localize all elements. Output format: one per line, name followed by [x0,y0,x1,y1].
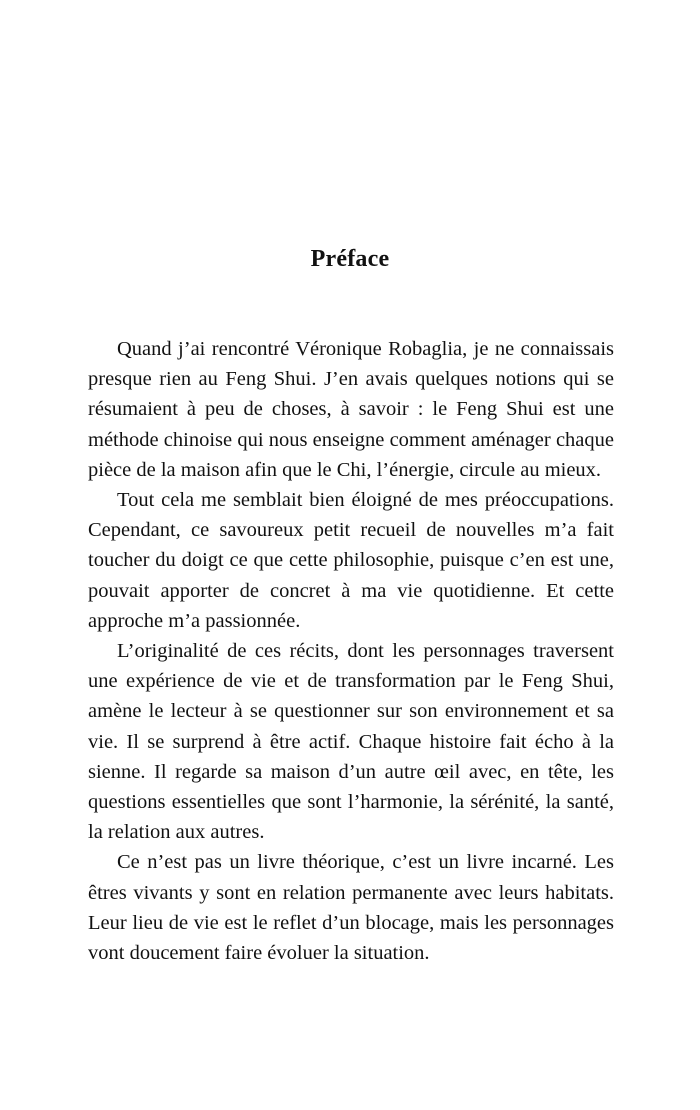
paragraph-3: L’originalité de ces récits, dont les personnages traversent une expérience de vie et de transformation par le Feng Shui, amène le lecteur à se questionner sur son environnement et sa vie. Il se surprend à être actif. Chaque histoire fait écho à la sienne. Il regarde sa maison d’un autre œil avec, en tête, les questions essentielles que sont l’harmonie, la sérénité, la santé, la relation aux autres. [88,640,614,844]
page-title: Préface [310,246,390,273]
preface-body [88,334,614,968]
paragraph-1: Quand j’ai rencontré Véronique Robaglia, je ne connaissais presque rien au Feng Shui. J’en avais quelques notions qui se résumaient à peu de choses, à savoir : le Feng Shui est une méthode chinoise qui nous enseigne comment aménager chaque pièce de la maison afin que le Chi, l’énergie, circule au mieux. [88,338,614,481]
paragraph-2: Tout cela me semblait bien éloigné de mes préoccupations. Cependant, ce savoureux petit recueil de nouvelles m’a fait toucher du doigt ce que cette philosophie, puisque c’en est une, pouvait apporter de concret à ma vie quotidienne. Et cette approche m’a passionnée. [88,489,614,632]
paragraph-4: Ce n’est pas un livre théorique, c’est un livre incarné. Les êtres vivants y sont en relation permanente avec leurs habitats. Leur lieu de vie est le reflet d’un blocage, mais les personnages vont doucement faire évoluer la situation. [88,851,614,965]
